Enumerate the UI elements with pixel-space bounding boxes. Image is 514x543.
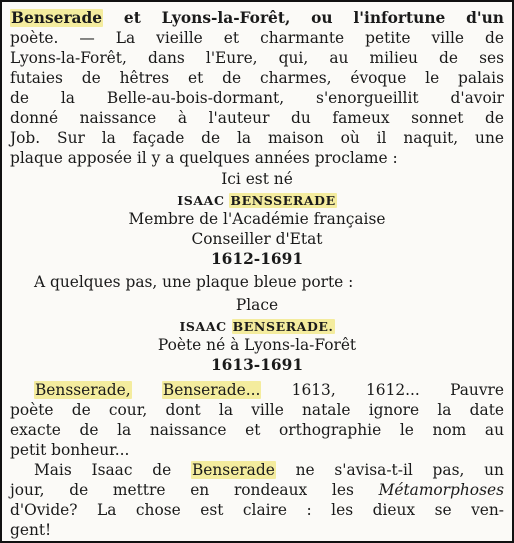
- plaque-first-name: ISAAC: [177, 193, 225, 208]
- highlighted-name: Benserade: [11, 9, 103, 27]
- highlighted-name: Benserade...: [162, 381, 261, 399]
- text-line: futaies de hêtres et de charmes, évoque le palais: [10, 69, 504, 87]
- text-span: jour, de mettre en rondeaux les: [10, 481, 354, 499]
- text-line: petit bonheur...: [10, 441, 130, 459]
- plaque-line: Membre de l'Académie française: [128, 210, 386, 228]
- plaque-line: Ici est né: [221, 170, 293, 188]
- text-line: d'Ovide? La chose est claire : les dieux se ven-: [10, 501, 504, 519]
- text-line: plaque apposée il y a quelques années proclame :: [10, 149, 398, 167]
- plaque-line: Poète né à Lyons-la-Forêt: [157, 336, 357, 354]
- text-line: A quelques pas, une plaque bleue porte :: [34, 273, 354, 291]
- plaque-name-line: [10, 316, 504, 337]
- text-line: donné naissance à l'auteur du fameux sonnet de: [10, 109, 504, 127]
- plaque-line: Conseiller d'Etat: [191, 230, 323, 248]
- text-line: poète. — La vieille et charmante petite ville de: [10, 29, 504, 47]
- text-span: ne s'avisa-t-il pas, un: [295, 461, 504, 479]
- text-line: poète de cour, dont la ville natale ignore la date: [10, 401, 504, 419]
- highlighted-name: Bensserade,: [35, 381, 131, 399]
- text-span: 1613, 1612... Pauvre: [291, 381, 504, 399]
- text-span: Mais Isaac de: [34, 461, 172, 479]
- text-line: exacte de la naissance et orthographie le nom au: [10, 421, 504, 439]
- text-line: de la Belle-au-bois-dormant, s'enorgueillit d'avoir: [10, 89, 504, 107]
- highlighted-name: BENSERADE.: [232, 319, 334, 334]
- text-line: Lyons-la-Forêt, dans l'Eure, qui, au milieu de ses: [10, 49, 504, 67]
- plaque-first-name: ISAAC: [179, 319, 227, 334]
- text-line: [34, 380, 504, 400]
- plaque-dates: 1613-1691: [210, 356, 304, 374]
- text-line: Job. Sur la façade de la maison où il naquit, une: [10, 129, 504, 147]
- text-line: [34, 460, 504, 480]
- plaque-name-line: [10, 190, 504, 211]
- highlighted-name: Benserade: [191, 461, 275, 479]
- text-line: gent!: [10, 521, 52, 539]
- article-title: et Lyons-la-Forêt, ou l'infortune d'un: [103, 9, 504, 27]
- italic-title: Métamorphoses: [378, 481, 504, 499]
- plaque-line: Place: [235, 296, 279, 314]
- plaque-dates: 1612-1691: [210, 250, 304, 268]
- highlighted-name: BENSSERADE: [230, 193, 336, 208]
- article-title-line: [10, 8, 504, 28]
- text-line: [10, 480, 504, 500]
